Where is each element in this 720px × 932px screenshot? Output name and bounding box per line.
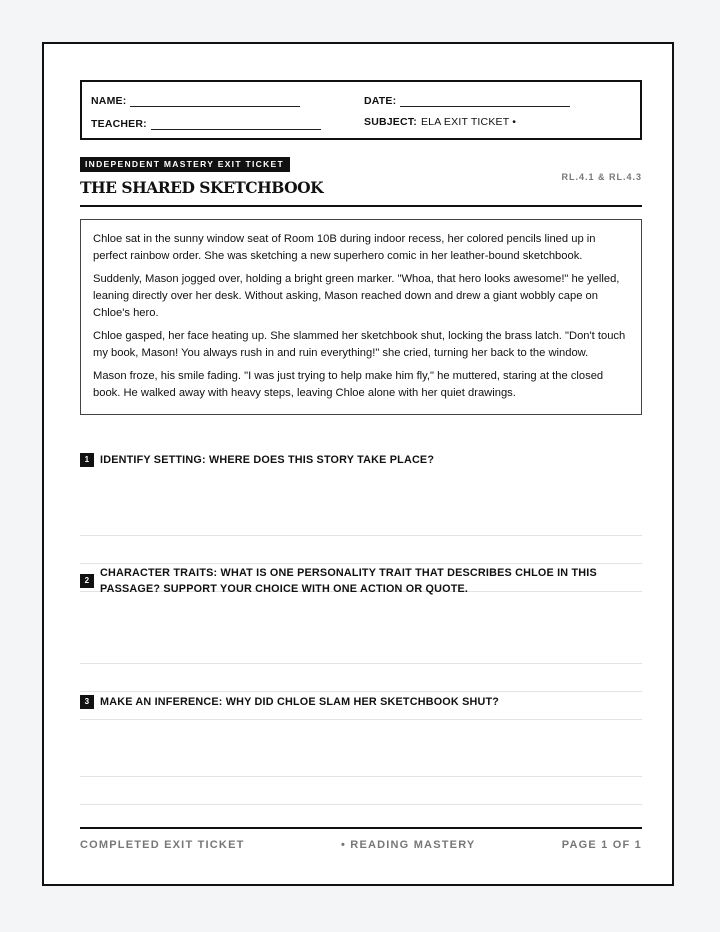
standards-label: RL.4.1 & RL.4.3 <box>561 172 642 182</box>
question-2-text: CHARACTER TRAITS: WHAT IS ONE PERSONALITY TRAIT THAT DESCRIBES CHLOE IN THIS PASSAGE? SUPPORT YOUR CHOICE WITH ONE ACTION OR QUOTE. <box>100 567 597 595</box>
subject-label: SUBJECT: <box>364 116 417 128</box>
answer-line[interactable] <box>80 691 642 692</box>
answer-line[interactable] <box>80 776 642 777</box>
question-3-text: MAKE AN INFERENCE: WHY DID CHLOE SLAM HER SKETCHBOOK SHUT? <box>100 696 500 708</box>
answer-line[interactable] <box>80 719 642 720</box>
worksheet-page <box>42 42 674 886</box>
question-1-heading <box>80 452 642 468</box>
teacher-blank-line[interactable] <box>151 120 321 130</box>
passage-paragraph: Mason froze, his smile fading. "I was just trying to help make him fly," he muttered, staring at the closed book. He walked away with heavy steps, leaving Chloe alone with her quiet drawings. <box>93 370 604 399</box>
title-divider <box>80 205 642 207</box>
answer-line[interactable] <box>80 804 642 805</box>
subject-field <box>364 116 516 128</box>
passage-paragraph: Chloe gasped, her face heating up. She slammed her sketchbook shut, locking the brass latch. "Don't touch my book, Mason! You always rush in and ruin everything!" she cried, turning her back to the window. <box>93 330 626 359</box>
date-blank-line[interactable] <box>400 97 570 107</box>
question-1-text: IDENTIFY SETTING: WHERE DOES THIS STORY TAKE PLACE? <box>100 454 435 466</box>
question-3-heading <box>80 694 642 710</box>
question-number-badge: 1 <box>80 453 94 467</box>
answer-line[interactable] <box>80 663 642 664</box>
page-number: PAGE 1 OF 1 <box>561 839 642 851</box>
reading-passage <box>80 219 642 415</box>
exit-ticket-badge: INDEPENDENT MASTERY EXIT TICKET <box>80 157 290 172</box>
footer-left: COMPLETED EXIT TICKET <box>80 839 245 851</box>
question-number-badge: 2 <box>80 574 94 588</box>
subject-value: ELA EXIT TICKET • <box>420 116 517 128</box>
passage-title: THE SHARED SKETCHBOOK <box>80 178 324 197</box>
worksheet-content <box>80 80 642 851</box>
footer-center: • READING MASTERY <box>341 839 476 851</box>
teacher-field[interactable] <box>91 118 321 130</box>
name-field[interactable] <box>91 95 300 107</box>
answer-line[interactable] <box>80 563 642 564</box>
question-1 <box>80 452 642 468</box>
question-2 <box>80 565 642 597</box>
date-field[interactable] <box>364 95 570 107</box>
passage-paragraph: Suddenly, Mason jogged over, holding a bright green marker. "Whoa, that hero looks awesome!" he yelled, leaning directly over her desk. Without asking, Mason reached down and drew a giant wobbly cape on Chloe's hero. <box>93 273 620 319</box>
passage-paragraph: Chloe sat in the sunny window seat of Room 10B during indoor recess, her colored pencils lined up in perfect rainbow order. She was sketching a new superhero comic in her leather-bound sketchbook. <box>93 233 596 262</box>
footer-divider <box>80 827 642 829</box>
name-blank-line[interactable] <box>130 97 300 107</box>
date-label: DATE: <box>364 95 397 107</box>
answer-line[interactable] <box>80 535 642 536</box>
teacher-label: TEACHER: <box>91 118 147 130</box>
student-info-box <box>80 80 642 140</box>
name-label: NAME: <box>91 95 127 107</box>
question-3 <box>80 694 642 710</box>
question-number-badge: 3 <box>80 695 94 709</box>
question-2-heading <box>80 565 642 597</box>
